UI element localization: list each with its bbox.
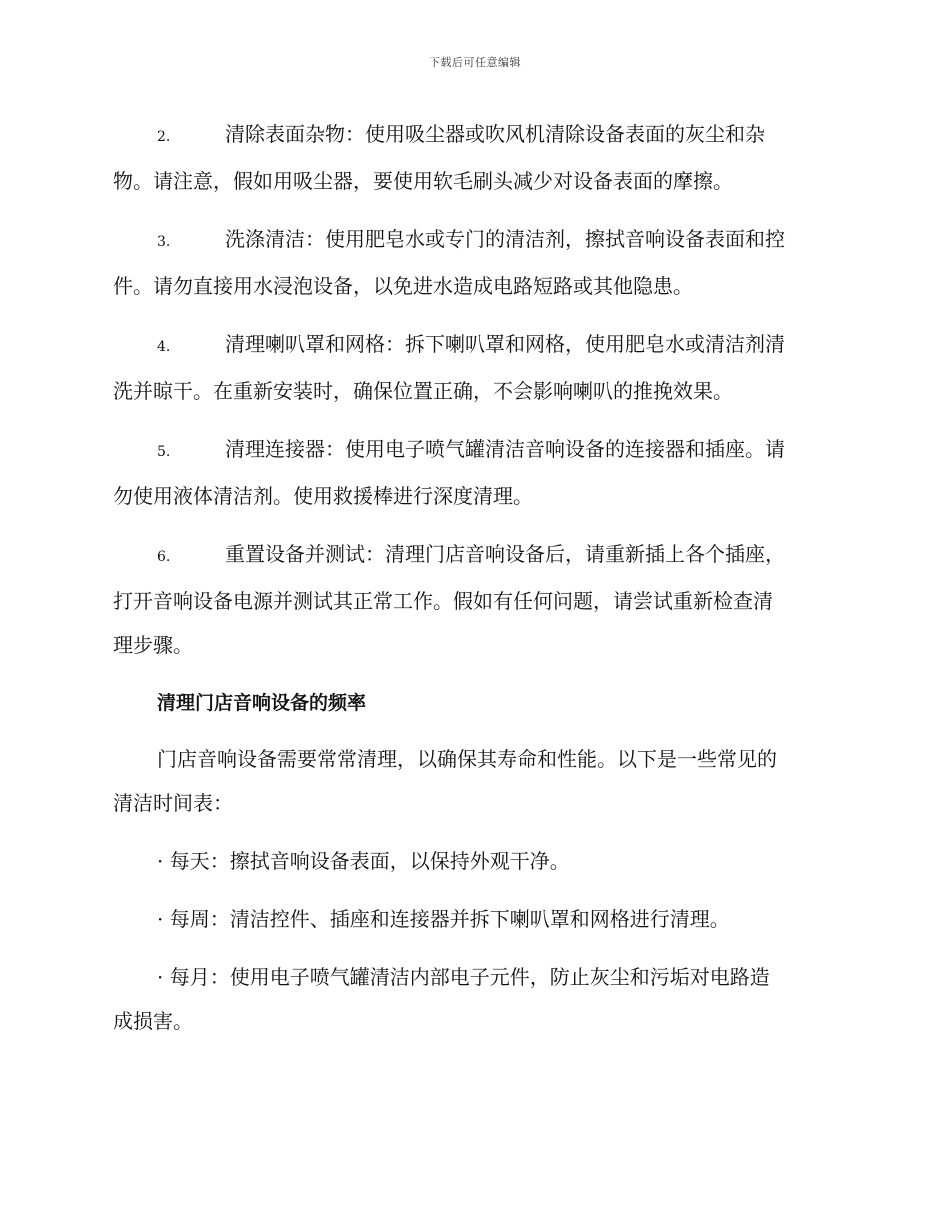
intro-text-line: 门店音响设备需要常常清理，以确保其寿命和性能。以下是一些常见的 xyxy=(157,747,777,771)
bullet-text-line: · 每月：使用电子喷气罐清洁内部电子元件，防止灰尘和污垢对电路造 xyxy=(157,965,770,989)
step-text-line: 理步骤。 xyxy=(113,633,193,657)
step-text-line: 勿使用液体清洁剂。使用救援棒进行深度清理。 xyxy=(113,484,533,508)
step-item-5 xyxy=(113,427,843,518)
bullet-text-line: · 每天：擦拭音响设备表面，以保持外观干净。 xyxy=(157,849,570,873)
step-text-line: 打开音响设备电源并测试其正常工作。假如有任何问题，请尝试重新检查清 xyxy=(113,589,773,613)
schedule-item-daily xyxy=(113,839,843,883)
intro-text-line: 清洁时间表： xyxy=(113,791,233,815)
step-text-line: 清理连接器：使用电子喷气罐清洁音响设备的连接器和插座。请 xyxy=(225,437,785,461)
bullet-text-line: 成损害。 xyxy=(113,1009,193,1033)
step-number: 5. xyxy=(157,444,171,460)
step-item-3 xyxy=(113,217,843,308)
step-item-4 xyxy=(113,322,843,413)
step-number: 6. xyxy=(157,549,171,565)
step-text-line: 清除表面杂物：使用吸尘器或吹风机清除设备表面的灰尘和杂 xyxy=(225,122,765,146)
step-number: 3. xyxy=(157,234,171,250)
step-item-6 xyxy=(113,532,843,667)
step-text-line: 洗并晾干。在重新安装时，确保位置正确，不会影响喇叭的推挽效果。 xyxy=(113,379,733,403)
step-text-line: 洗涤清洁：使用肥皂水或专门的清洁剂，擦拭音响设备表面和控 xyxy=(225,227,785,251)
section-title: 清理门店音响设备的频率 xyxy=(157,692,367,714)
step-text-line: 物。请注意，假如用吸尘器，要使用软毛刷头减少对设备表面的摩擦。 xyxy=(113,169,733,193)
step-text-line: 清理喇叭罩和网格：拆下喇叭罩和网格，使用肥皂水或清洁剂清 xyxy=(225,332,785,356)
step-text-line: 重置设备并测试：清理门店音响设备后，请重新插上各个插座， xyxy=(225,542,785,566)
step-number: 4. xyxy=(157,339,171,355)
document-body xyxy=(113,112,843,1057)
schedule-item-weekly xyxy=(113,897,843,941)
section-intro xyxy=(113,737,843,825)
page-header: 下载后可任意编辑 xyxy=(429,56,521,69)
step-number: 2. xyxy=(157,129,171,145)
bullet-text-line: · 每周：清洁控件、插座和连接器并拆下喇叭罩和网格进行清理。 xyxy=(157,907,730,931)
step-item-2 xyxy=(113,112,843,203)
step-text-line: 件。请勿直接用水浸泡设备，以免进水造成电路短路或其他隐患。 xyxy=(113,274,693,298)
schedule-item-monthly xyxy=(113,955,843,1043)
